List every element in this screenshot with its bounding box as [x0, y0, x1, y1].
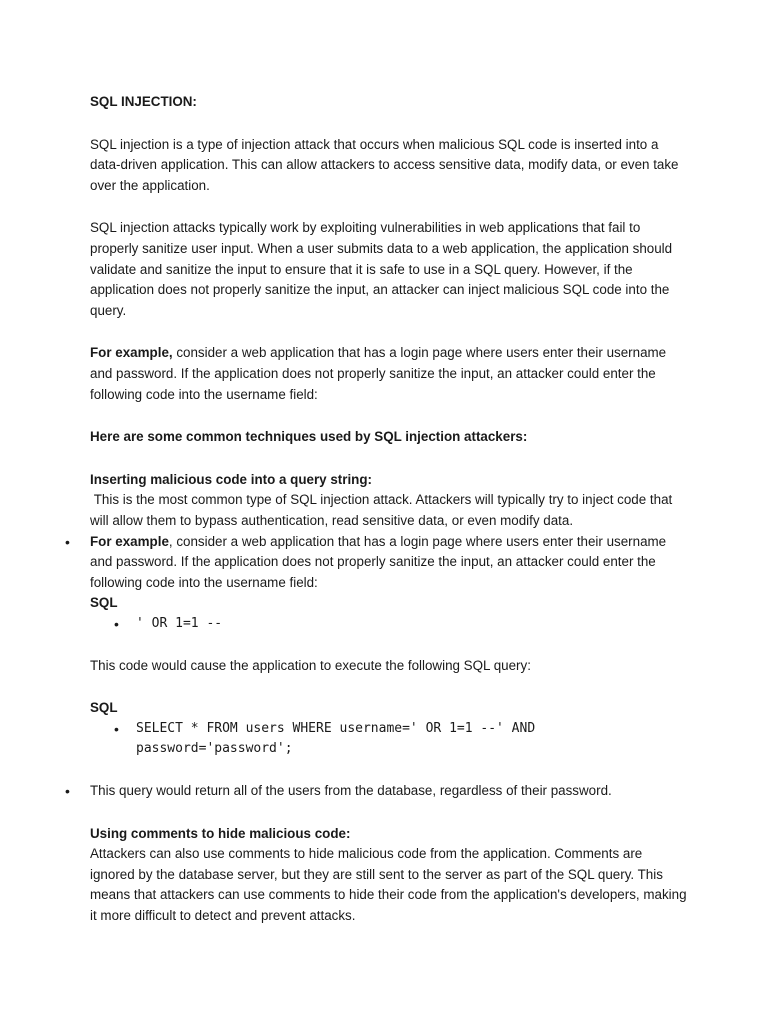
example-paragraph [90, 343, 690, 405]
code-snippet-2-line-2: password='password'; [136, 741, 293, 757]
code-snippet-2 [90, 719, 690, 759]
technique1-heading: Inserting malicious code into a query string: [90, 471, 372, 487]
code-snippet-1: • ' OR 1=1 -- [90, 614, 690, 634]
document-body [90, 92, 690, 927]
technique1-example-label: For example [90, 533, 169, 549]
execute-text: This code would cause the application to execute the following SQL query: [90, 657, 531, 673]
technique1-description: This is the most common type of SQL injection attack. Attackers will typically try to inject code that will allow them to bypass authentication, read sensitive data, or even modify data. [90, 492, 676, 528]
technique1-example-bullet [90, 532, 690, 594]
code-label-1: SQL [90, 595, 118, 611]
code-list-2 [90, 719, 690, 759]
result-bullet: • This query would return all of the users from the database, regardless of their password. [90, 781, 690, 802]
example-text: consider a web application that has a login page where users enter their username and password. If the application does not properly sanitize the input, an attacker could enter the following code into the username field: [90, 345, 667, 402]
technique2-heading: Using comments to hide malicious code: [90, 825, 351, 841]
mechanism-paragraph: SQL injection attacks typically work by exploiting vulnerabilities in web applications that fail to properly sanitize user input. When a user submits data to a web application, the application should validate and sanitize the input to ensure that it is safe to use in a SQL query. However, if the application does not properly sanitize the input, an attacker can inject malicious SQL code into the query. [90, 220, 673, 318]
technique2-description: Attackers can also use comments to hide malicious code from the application. Comments are ignored by the database server, but they are still sent to the server as part of the SQL query. This means that attackers can use comments to hide their code from the application's developers, making it more difficult to detect and prevent attacks. [90, 846, 687, 924]
techniques-heading: Here are some common techniques used by SQL injection attackers: [90, 429, 528, 445]
technique1-example-text: , consider a web application that has a login page where users enter their username and password. If the application does not properly sanitize the input, an attacker could enter the following code into the username field: [90, 533, 667, 590]
example-label: For example, [90, 345, 173, 361]
code-snippet-2-line-1: SELECT * FROM users WHERE username=' OR 1=1 --' AND [136, 721, 536, 737]
code-list-1 [90, 614, 690, 634]
code-label-2: SQL [90, 700, 118, 716]
document-title: SQL INJECTION: [90, 94, 197, 109]
intro-paragraph: SQL injection is a type of injection attack that occurs when malicious SQL code is inserted into a data-driven application. This can allow attackers to access sensitive data, modify data, or even take over the application. [90, 136, 679, 193]
